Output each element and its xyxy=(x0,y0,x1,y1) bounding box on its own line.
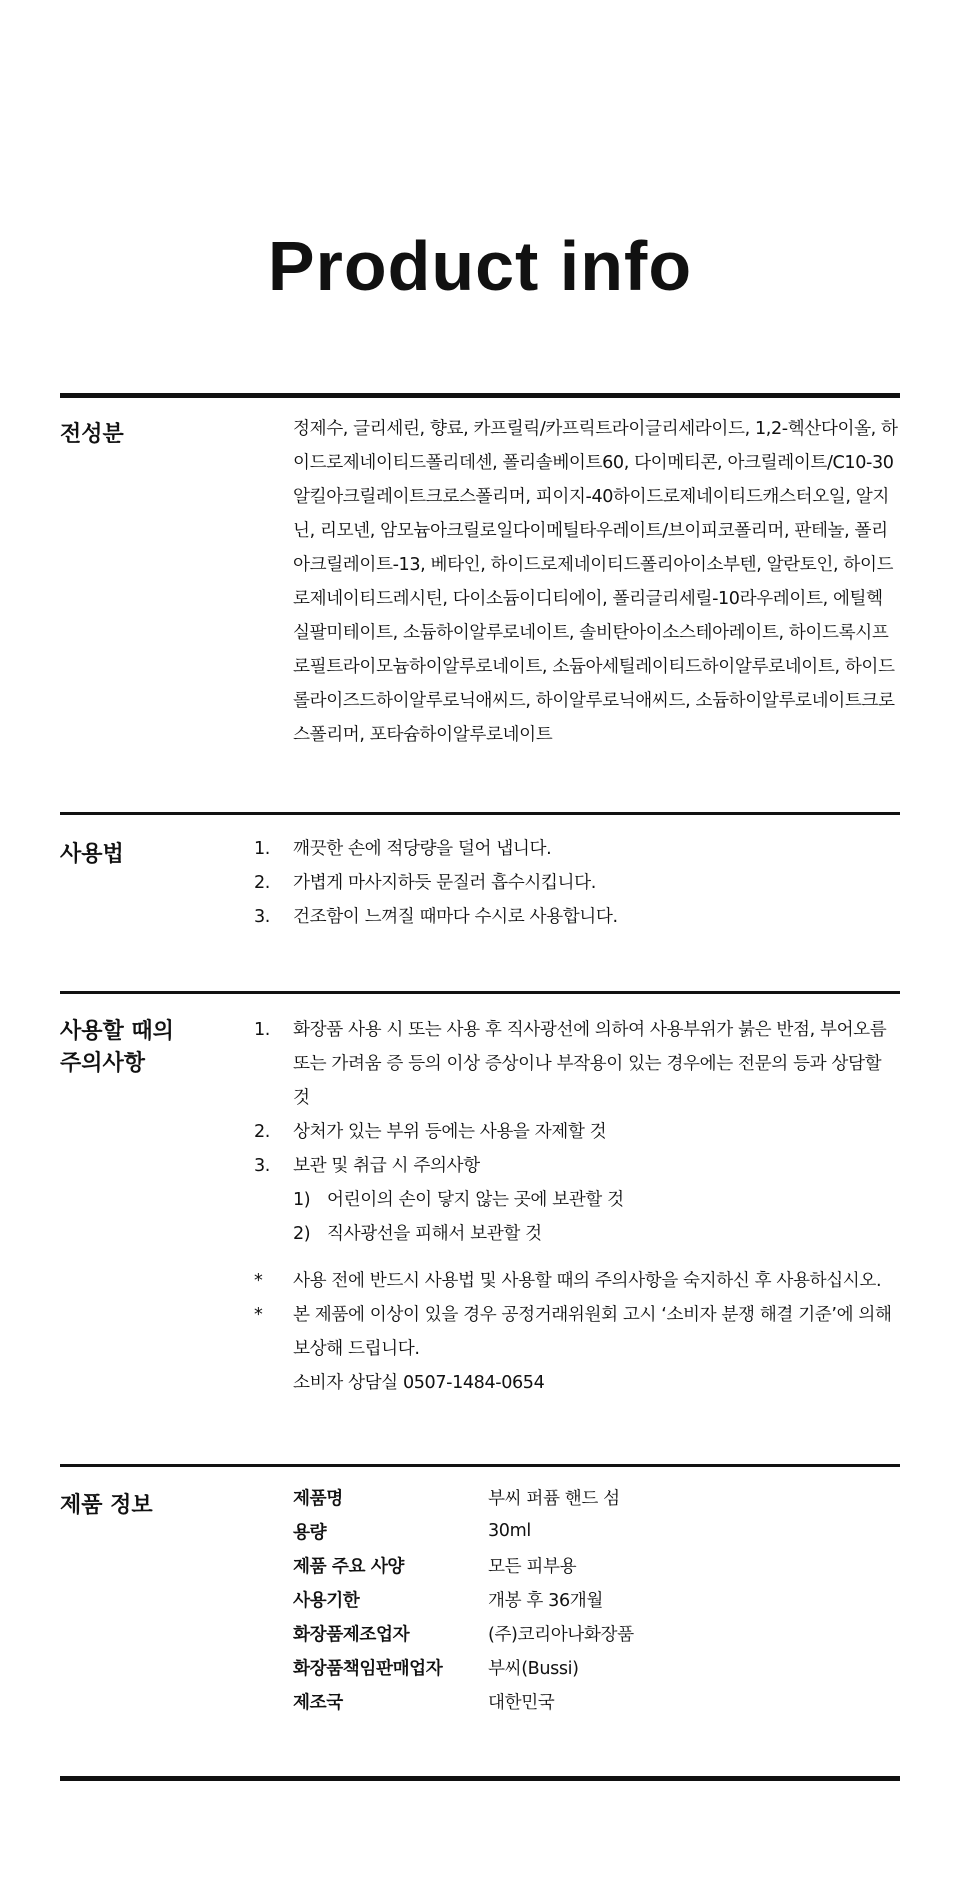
sub-item-number: 1) xyxy=(293,1190,311,1210)
spec-label: 화장품책임판매업자 xyxy=(293,1658,443,1679)
caution-item xyxy=(254,1115,900,1149)
product-info-heading: 제품 정보 xyxy=(60,1493,153,1518)
step-text: 건조함이 느껴질 때마다 수시로 사용합니다. xyxy=(293,907,618,927)
section-divider xyxy=(60,1776,900,1781)
spec-row xyxy=(293,1548,634,1582)
section-divider xyxy=(60,812,900,815)
page-title: Product info xyxy=(267,227,693,305)
spec-label: 제품명 xyxy=(293,1488,343,1509)
spec-value: 부씨(Bussi) xyxy=(488,1658,579,1679)
spec-row xyxy=(293,1582,634,1616)
sub-item-number: 2) xyxy=(293,1224,311,1244)
section-divider xyxy=(60,1464,900,1467)
item-number: 1. xyxy=(254,1020,270,1040)
item-text: 보관 및 취급 시 주의사항 xyxy=(293,1156,480,1176)
usage-step xyxy=(254,866,900,900)
step-text: 가볍게 마사지하듯 문질러 흡수시킵니다. xyxy=(293,873,596,893)
spec-label: 용량 xyxy=(293,1522,327,1543)
section-divider xyxy=(60,393,900,398)
note-item xyxy=(254,1264,900,1298)
spec-label: 제조국 xyxy=(293,1692,343,1713)
caution-heading xyxy=(60,1016,250,1080)
item-text: 화장품 사용 시 또는 사용 후 직사광선에 의하여 사용부위가 붉은 반점, 부어오름 또는 가려움 증 등의 이상 증상이나 부작용이 있는 경우에는 전문의 등과 상담할 것 xyxy=(293,1020,887,1108)
usage-heading: 사용법 xyxy=(60,842,124,867)
spec-value: (주)코리아나화장품 xyxy=(488,1624,634,1645)
storage-sub-list xyxy=(293,1183,900,1251)
note-bullet: * xyxy=(254,1305,263,1325)
step-number: 3. xyxy=(254,907,270,927)
spec-row xyxy=(293,1650,634,1684)
note-text: 사용 전에 반드시 사용법 및 사용할 때의 주의사항을 숙지하신 후 사용하십시오. xyxy=(293,1271,882,1291)
item-number: 3. xyxy=(254,1156,270,1176)
step-number: 1. xyxy=(254,839,270,859)
step-number: 2. xyxy=(254,873,270,893)
spec-row xyxy=(293,1514,634,1548)
spec-value: 부씨 퍼퓸 핸드 섬 xyxy=(488,1488,620,1509)
spec-value: 대한민국 xyxy=(488,1692,555,1713)
spec-label: 제품 주요 사양 xyxy=(293,1556,405,1577)
usage-steps xyxy=(254,832,900,934)
sub-item-text: 직사광선을 피해서 보관할 것 xyxy=(327,1224,542,1244)
caution-list xyxy=(254,1013,900,1251)
spec-label: 화장품제조업자 xyxy=(293,1624,410,1645)
section-divider xyxy=(60,991,900,994)
caution-item xyxy=(254,1013,900,1115)
caution-heading-line1: 사용할 때의 xyxy=(60,1019,174,1044)
spec-row xyxy=(293,1480,634,1514)
spec-value: 30ml xyxy=(488,1521,531,1541)
note-item xyxy=(254,1298,900,1366)
product-spec-table xyxy=(293,1480,634,1718)
ingredients-heading: 전성분 xyxy=(60,422,124,447)
contact-line xyxy=(254,1366,900,1400)
ingredients-text: 정제수, 글리세린, 향료, 카프릴릭/카프릭트라이글리세라이드, 1,2-헥산다이올, 하이드로제네이티드폴리데센, 폴리솔베이트60, 다이메티콘, 아크릴레이트/C10-30알킬아크릴레이트크로스폴리머, 피이지-40하이드로제네이티드캐스터오일, 알지닌, 리모넨, 암모늄아크릴로일다이메틸타우레이트/브이피코폴리머, 판테놀, 폴리아크릴레이트-13, 베타인, 하이드로제네이티드폴리아이소부텐, 알란토인, 하이드로제네이티드레시틴, 다이소듐이디티에이, 폴리글리세릴-10라우레이트, 에틸헥실팔미테이트, 소듐하이알루로네이트, 솔비탄아이소스테아레이트, 하이드록시프로필트라이모늄하이알루로네이트, 소듐아세틸레이티드하이알루로네이트, 하이드롤라이즈드하이알루로닉애씨드, 하이알루로닉애씨드, 소듐하이알루로네이트크로스폴리머, 포타슘하이알루로네이트 xyxy=(293,419,898,745)
spec-row xyxy=(293,1684,634,1718)
item-text: 상처가 있는 부위 등에는 사용을 자제할 것 xyxy=(293,1122,607,1142)
spec-value: 모든 피부용 xyxy=(488,1556,577,1577)
usage-step xyxy=(254,832,900,866)
note-bullet: * xyxy=(254,1271,263,1291)
usage-step xyxy=(254,900,900,934)
spec-label: 사용기한 xyxy=(293,1590,360,1611)
caution-notes xyxy=(254,1264,900,1400)
caution-item xyxy=(254,1149,900,1251)
step-text: 깨끗한 손에 적당량을 덜어 냅니다. xyxy=(293,839,552,859)
storage-item xyxy=(293,1183,900,1217)
storage-item xyxy=(293,1217,900,1251)
caution-heading-line2: 주의사항 xyxy=(60,1051,146,1076)
item-number: 2. xyxy=(254,1122,270,1142)
sub-item-text: 어린이의 손이 닿지 않는 곳에 보관할 것 xyxy=(327,1190,624,1210)
contact-text: 소비자 상담실 0507-1484-0654 xyxy=(293,1373,545,1393)
spec-row xyxy=(293,1616,634,1650)
spec-value: 개봉 후 36개월 xyxy=(488,1590,603,1611)
note-text: 본 제품에 이상이 있을 경우 공정거래위원회 고시 ‘소비자 분쟁 해결 기준’에 의해 보상해 드립니다. xyxy=(293,1305,892,1359)
